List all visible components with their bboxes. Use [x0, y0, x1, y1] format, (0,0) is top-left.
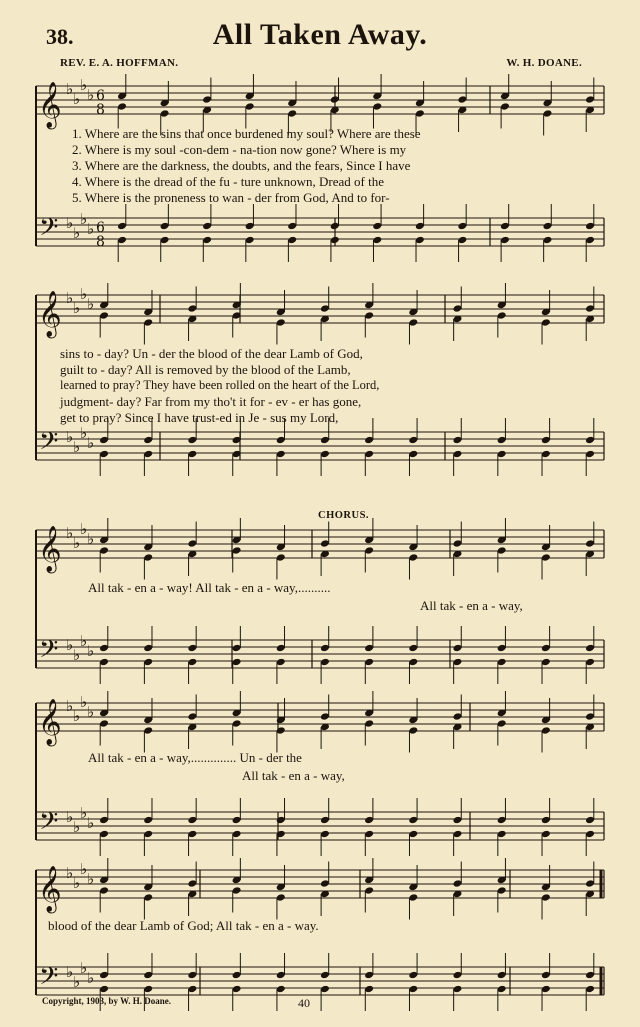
copyright: Copyright, 1903, by W. H. Doane.	[42, 996, 172, 1006]
flat-sign: ♭	[73, 973, 81, 991]
flat-sign: ♭	[66, 963, 74, 981]
chorus-echo-line: All tak - en a - way,	[242, 768, 345, 783]
flat-sign: ♭	[87, 86, 95, 104]
flat-sign: ♭	[87, 530, 95, 548]
flat-sign: ♭	[73, 707, 81, 725]
composer-credit: W. H. DOANE.	[506, 57, 582, 69]
flat-sign: ♭	[80, 860, 88, 878]
chorus-label: CHORUS.	[318, 510, 370, 521]
verse-line-4: 4. Where is the dread of the fu - ture unknown, Dread of the	[72, 174, 385, 189]
flat-sign: ♭	[80, 959, 88, 977]
flat-sign: ♭	[73, 438, 81, 456]
flat-sign: ♭	[73, 874, 81, 892]
bass-clef: 𝄢	[39, 213, 59, 248]
flat-sign: ♭	[87, 814, 95, 832]
page-number: 40	[298, 996, 310, 1010]
flat-sign: ♭	[80, 804, 88, 822]
chorus-line: All tak - en a - way! All tak - en a - way,..........	[88, 580, 331, 595]
flat-sign: ♭	[80, 520, 88, 538]
verse-line-3: learned to pray? They have been rolled on the heart of the Lord,	[60, 378, 380, 392]
verse-line-1: 1. Where are the sins that once burdened my soul? Where are these	[72, 126, 421, 141]
flat-sign: ♭	[80, 210, 88, 228]
time-signature: 6	[96, 88, 105, 104]
time-signature: 6	[96, 220, 105, 236]
time-signature: 8	[96, 234, 105, 250]
flat-sign: ♭	[87, 870, 95, 888]
author-credit: REV. E. A. HOFFMAN.	[60, 57, 179, 69]
flat-sign: ♭	[66, 80, 74, 98]
flat-sign: ♭	[73, 646, 81, 664]
treble-clef: 𝄞	[38, 526, 62, 572]
flat-sign: ♭	[80, 76, 88, 94]
flat-sign: ♭	[80, 632, 88, 650]
flat-sign: ♭	[87, 703, 95, 721]
flat-sign: ♭	[73, 224, 81, 242]
hymn-number: 38.	[46, 24, 74, 49]
flat-sign: ♭	[66, 864, 74, 882]
hymn-title: All Taken Away.	[212, 18, 428, 51]
chorus-line: blood of the dear Lamb of God; All tak - en a - way.	[48, 918, 319, 933]
flat-sign: ♭	[66, 808, 74, 826]
flat-sign: ♭	[73, 299, 81, 317]
flat-sign: ♭	[87, 969, 95, 987]
treble-clef: 𝄞	[38, 291, 62, 337]
bass-clef: 𝄢	[39, 635, 59, 670]
flat-sign: ♭	[87, 642, 95, 660]
flat-sign: ♭	[66, 214, 74, 232]
chorus-line: All tak - en a - way,.............. Un - der the	[88, 750, 302, 765]
verse-line-5: get to pray? Since I have trust-ed in Je - sus my Lord,	[60, 410, 339, 425]
verse-line-2: 2. Where is my soul -con-dem - na-tion now gone? Where is my	[72, 142, 407, 157]
verse-line-3: 3. Where are the darkness, the doubts, and the fears, Since I have	[72, 158, 411, 173]
flat-sign: ♭	[66, 636, 74, 654]
flat-sign: ♭	[87, 220, 95, 238]
treble-clef: 𝄞	[38, 699, 62, 745]
flat-sign: ♭	[87, 434, 95, 452]
flat-sign: ♭	[80, 424, 88, 442]
flat-sign: ♭	[73, 818, 81, 836]
verse-line-4: judgment- day? Far from my tho't it for - ev - er has gone,	[60, 394, 362, 409]
flat-sign: ♭	[73, 534, 81, 552]
flat-sign: ♭	[66, 697, 74, 715]
flat-sign: ♭	[73, 90, 81, 108]
verse-line-2: guilt to - day? All is removed by the blood of the Lamb,	[60, 362, 351, 377]
time-signature: 8	[96, 102, 105, 118]
verse-line-5: 5. Where is the proneness to wan - der from God, And to for-	[72, 190, 390, 205]
bass-clef: 𝄢	[39, 427, 59, 462]
flat-sign: ♭	[80, 285, 88, 303]
flat-sign: ♭	[66, 524, 74, 542]
treble-clef: 𝄞	[38, 866, 62, 912]
bass-clef: 𝄢	[39, 807, 59, 842]
verse-line-1: sins to - day? Un - der the blood of the dear Lamb of God,	[60, 346, 363, 361]
flat-sign: ♭	[80, 693, 88, 711]
chorus-echo-line: All tak - en a - way,	[420, 598, 523, 613]
flat-sign: ♭	[66, 289, 74, 307]
treble-clef: 𝄞	[38, 82, 62, 128]
bass-clef: 𝄢	[39, 962, 59, 997]
flat-sign: ♭	[66, 428, 74, 446]
flat-sign: ♭	[87, 295, 95, 313]
